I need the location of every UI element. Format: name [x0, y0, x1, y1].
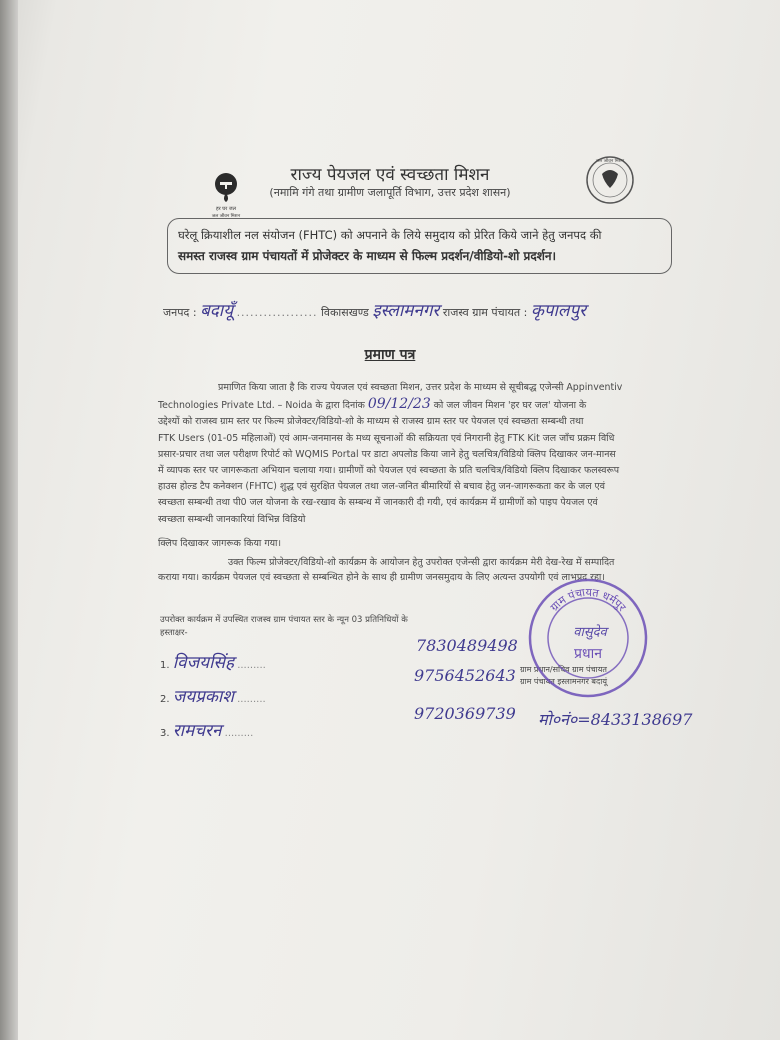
para1-line: FTK Users (01-05 महिलाओं) एवं आम-जनमानस के मध्य सूचनाओं की सक्रियता एवं निगरानी हेतु FTK Kit जल जाँच प्रक्रम विधि: [158, 432, 615, 444]
janpad-label: जनपद :: [163, 306, 197, 319]
certificate-paragraph-1: [158, 380, 678, 528]
para1-line: को जल जीवन मिशन 'हर घर जल' योजना के: [433, 400, 587, 412]
para1-line: हाउस होल्ड टैप कनेक्शन (FHTC) शुद्ध एवं सुरक्षित पेयजल तथा जल-जनित बीमारियों से बचाव हेतु जन-जागरूकता कर के जल एवं: [158, 481, 605, 493]
stamp-name: वासुदेव: [573, 625, 607, 640]
paper-edge-shadow: [0, 0, 18, 1040]
para1-line: उद्देश्यों को राजस्व ग्राम स्तर पर फिल्म प्रोजेक्टर/विडियो-शो के माध्यम से राजस्व ग्राम स्तर पर पेयजल एवं स्वच्छता सम्बन्धी तथा: [158, 416, 584, 428]
signature-name: जयप्रकाश: [172, 687, 234, 707]
vikaskhand-value: इस्लामनगर: [372, 301, 440, 321]
janpad-value: बदायूँ: [200, 301, 234, 321]
signature-name: रामचरन: [172, 721, 222, 741]
banner-line-2: समस्त राजस्व ग्राम पंचायतों में प्रोजेक्टर के माध्यम से फिल्म प्रदर्शन/वीडियो-शो प्रदर्शन।: [178, 249, 557, 263]
logo-left-caption-1: हर घर जल: [216, 206, 236, 212]
signature-row-3: 3. रामचरन .........: [160, 721, 254, 741]
stamp-caption-2: ग्राम पंचायत इस्लामनगर बदायूं: [520, 677, 607, 686]
phone-number-1: 7830489498: [416, 636, 518, 655]
signature-intro-line: उपरोक्त कार्यक्रम में उपस्थित राजस्व ग्राम पंचायत स्तर के न्यून 03 प्रतिनिधियों के: [160, 615, 408, 625]
para1-line: Technologies Private Ltd. – Noida के द्वारा दिनांक: [158, 400, 365, 412]
vikaskhand-label: विकासखण्ड: [321, 306, 369, 319]
mission-title: राज्य पेयजल एवं स्वच्छता मिशन: [290, 165, 490, 185]
logo-left-caption-2: जल जीवन मिशन: [211, 214, 241, 219]
stamp-role: प्रधान: [574, 646, 602, 662]
para2-line: कराया गया। कार्यक्रम पेयजल एवं स्वच्छता से सम्बन्धित होने के साथ ही ग्रामीण जनसमुदाय के लिए अत्यन्त उपयोगी एवं लाभप्रद रहा।: [158, 572, 605, 583]
svg-text:ग्राम पंचायत धर्मपुर: [548, 586, 629, 614]
mobile-number-extra: मो०नं०=8433138697: [538, 710, 693, 729]
signature-number: 3.: [160, 728, 170, 739]
signature-row-1: 1. विजयसिंह .........: [160, 653, 266, 673]
logo-right-caption: जल जीवन मिशन: [595, 159, 625, 164]
signature-number: 1.: [160, 660, 170, 671]
signature-row-2: 2. जयप्रकाश .........: [160, 687, 266, 707]
para1-line-with-date: [158, 396, 678, 414]
para1-line: प्रमाणित किया जाता है कि राज्य पेयजल एवं स्वच्छता मिशन, उत्तर प्रदेश के माध्यम से सूचीबद्ध एजेन्सी Appinventiv: [218, 382, 623, 393]
certificate-title: प्रमाण पत्र: [364, 347, 416, 363]
program-banner: [167, 218, 672, 274]
banner-line-1: घरेलू क्रियाशील नल संयोजन (FHTC) को अपनाने के लिये समुदाय को प्रेरित किये जाने हेतु जनपद की: [178, 228, 602, 242]
para1-line: स्वच्छता सम्बन्धी जानकारियां विभिन्न विडियो: [158, 513, 306, 525]
para1-last-line: क्लिप दिखाकर जागरूक किया गया।: [158, 538, 282, 549]
gram-panchayat-value: कृपालपुर: [530, 301, 587, 321]
signature-name: विजयसिंह: [172, 653, 234, 673]
gram-panchayat-label: राजस्व ग्राम पंचायत :: [442, 306, 528, 319]
signature-intro-line: हस्ताक्षर-: [160, 628, 188, 638]
phone-number-3: 9720369739: [414, 704, 516, 723]
signature-intro: [160, 614, 460, 640]
para1-line: प्रसार-प्रचार तथा जल परीक्षण रिपोर्ट को WQMIS Portal पर डाटा अपलोड किया जाने हेतु चलचित्र/विडियो क्लिप दिखाकर जन-मानस: [158, 448, 616, 460]
para1-line: स्वच्छता सम्बन्धी तथा पी0 जल योजना के रख-रखाव के सम्बन्ध में जानकारी दी गयी, एवं कार्यक्रम में ग्रामीणों को पाइप पेयजल एवं: [158, 497, 598, 509]
department-subtitle: (नमामि गंगे तथा ग्रामीण जलापूर्ति विभाग, उत्तर प्रदेश शासन): [269, 186, 511, 199]
program-date: 09/12/23: [367, 396, 431, 413]
gram-panchayat-stamp: [526, 576, 650, 700]
para1-line: में व्यापक स्तर पर जागरूकता अभियान चलाया गया। ग्रामीणों को पेयजल एवं स्वच्छता के प्रति चलचित्र/विडियो क्लिप दिखाकर फलस्वरूप: [158, 465, 620, 477]
location-row: जनपद : बदायूँ .................. विकासखण्ड इस्लामनगर राजस्व ग्राम पंचायत : कृपालपुर: [163, 301, 587, 321]
para2-line: उक्त फिल्म प्रोजेक्टर/विडियो-शो कार्यक्रम के आयोजन हेतु उपरोक्त एजेन्सी द्वारा कार्यक्रम मेरी देख-रेख में सम्पादित: [228, 557, 615, 568]
stamp-outer-text: ग्राम पंचायत धर्मपुर: [547, 585, 629, 614]
stamp-caption-1: ग्राम प्रधान/सचिव ग्राम पंचायत: [520, 665, 607, 674]
phone-number-2: 9756452643: [414, 666, 516, 685]
signature-number: 2.: [160, 694, 170, 705]
